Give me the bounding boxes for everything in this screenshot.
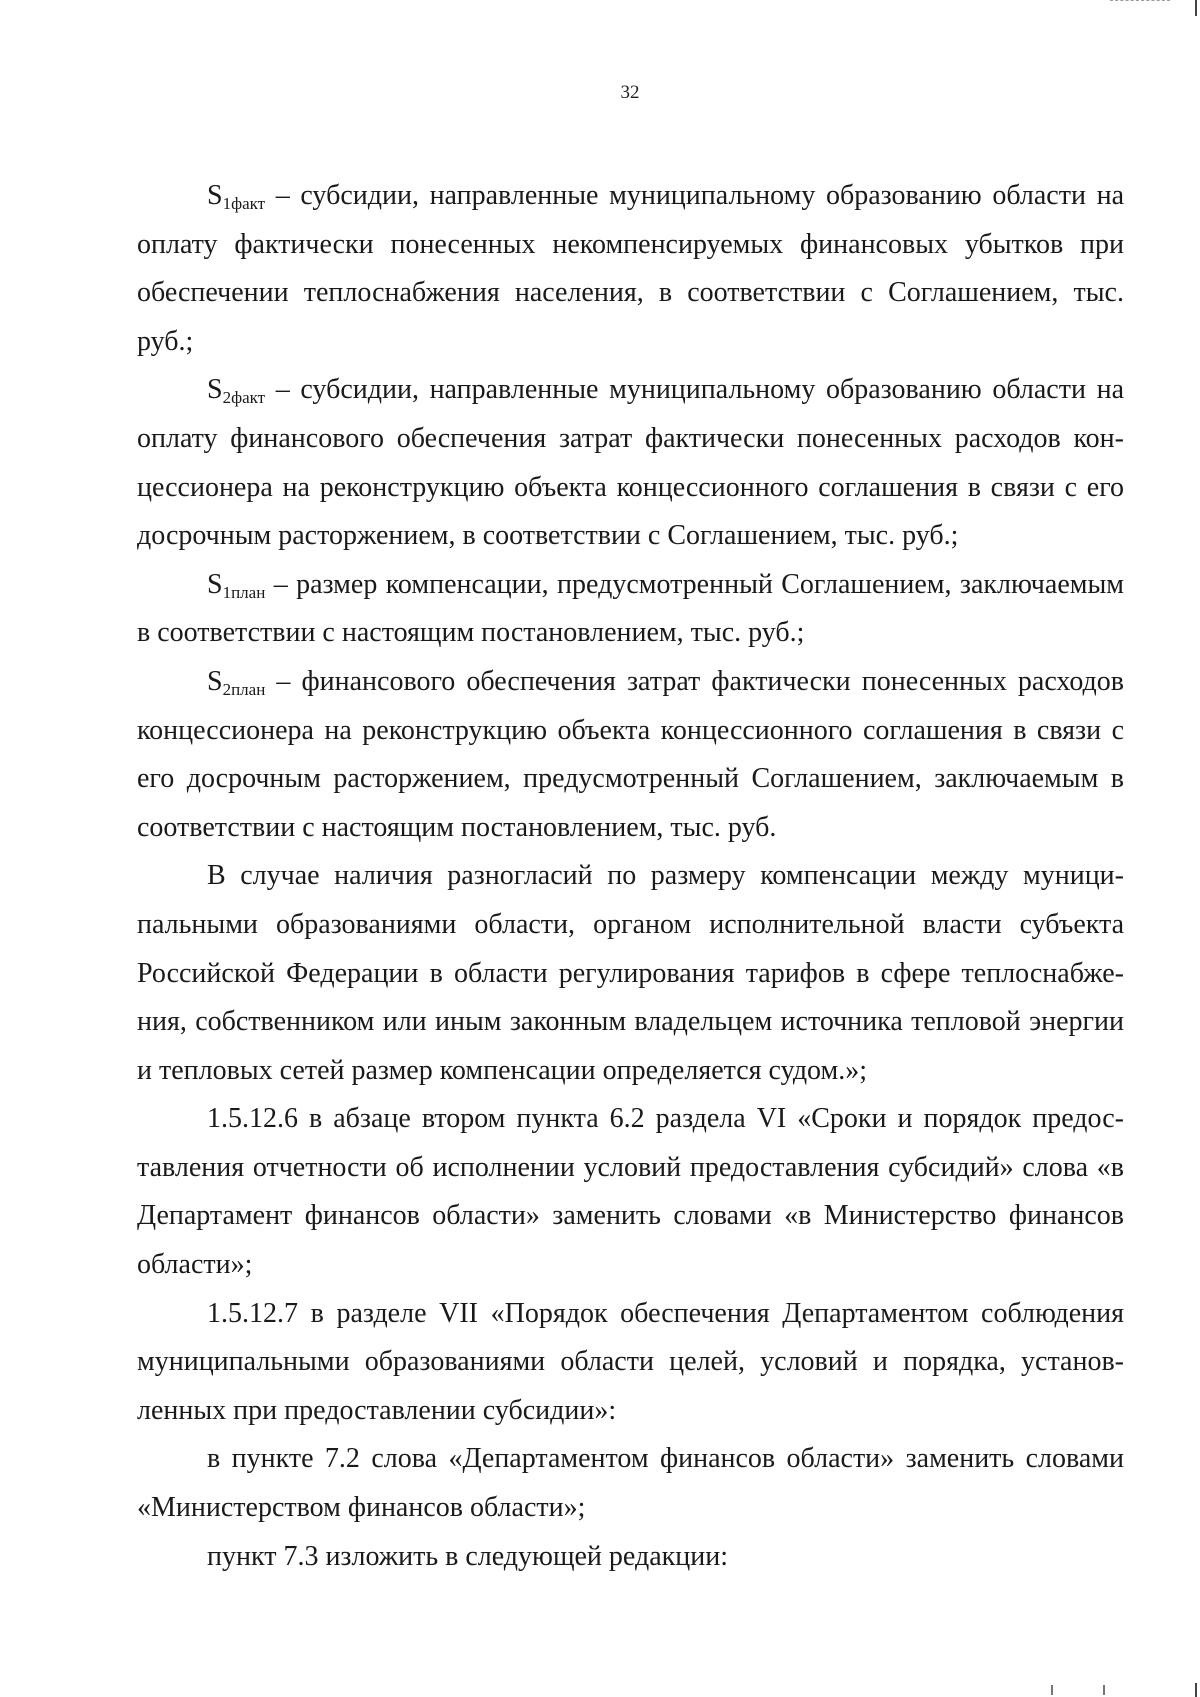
paragraph-s1-fact: [137, 172, 1124, 366]
document-body: [137, 172, 1124, 1581]
paragraph-disagreement: В случае наличия разногласий по размеру компенсации между муниципальными образованиями области, органом исполнительной власти субъекта Российской Федерации в области регулирования тарифов в сфере теплоснабжения, собственником или иным законным владельцем источника тепловой энергии и тепловых сетей размер компенсации определяется судом.»;: [137, 860, 1124, 1086]
paragraph-point-7-2: в пункте 7.2 слова «Департаментом финансов области» заменить словами «Министерством финансов области»;: [137, 1443, 1124, 1524]
formula-subscript: 2план: [222, 679, 266, 699]
paragraph-item-1-5-12-6: 1.5.12.6 в абзаце втором пункта 6.2 раздела VI «Сроки и порядок предоставления отчетности об исполнении условий предоставления субсидий» слова «в Департамент финансов области» заменить словами «в Министерство финансов области»;: [137, 1103, 1124, 1281]
formula-symbol: S: [207, 180, 223, 211]
paragraph-item-1-5-12-7: 1.5.12.7 в разделе VII «Порядок обеспечения Департаментом соблюдения муниципальными образованиями области целей, условий и порядка, установленных при предоставлении субсидии»:: [137, 1297, 1124, 1426]
scan-edge-dots-top: [1110, 0, 1170, 5]
scan-edge-mark-top: [1195, 0, 1197, 16]
formula-subscript: 1план: [222, 582, 266, 602]
scan-edge-mark-bottom: [1195, 1683, 1197, 1697]
paragraph-s2-fact: [137, 366, 1124, 560]
formula-subscript: 1факт: [222, 194, 266, 213]
paragraph-text: – субсидии, направленные муниципальному образованию области на оплату фактически понесенных некомпенсируемых финансовых убытков при обеспечении теплоснабжения населения, в соответствии с Соглашением, тыс. руб.;: [137, 180, 1124, 357]
page-number: 32: [620, 82, 640, 103]
formula-symbol: S: [207, 568, 223, 600]
formula-symbol: S: [207, 374, 223, 406]
formula-symbol: S: [207, 665, 223, 697]
paragraph-s2-plan: [137, 658, 1124, 852]
paragraph-point-7-3: пункт 7.3 изложить в следующей редакции:: [207, 1540, 728, 1572]
scan-edge-dots-bottom: [1051, 1685, 1105, 1695]
paragraph-text: – субсидии, направленные муниципальному образованию области на оплату финансового обеспечения затрат фактически понесенных расходов концессионера на реконструкцию объекта концессионного соглашения в связи с его досрочным расторжением, в соответствии с Соглашением, тыс. руб.;: [137, 374, 1124, 552]
paragraph-text: – размер компенсации, предусмотренный Соглашением, заключаемым в соответствии с настоящим постановлением, тыс. руб.;: [137, 568, 1124, 649]
paragraph-s1-plan: [137, 561, 1124, 658]
paragraph-text: – финансового обеспечения затрат фактически понесенных расходов концессионера на реконструкцию объекта концессионного соглашения в связи с его досрочным расторжением, предусмотренный Соглашением, заключаемым в соответствии с настоящим постановлением, тыс. руб.: [137, 665, 1124, 843]
formula-subscript: 2факт: [222, 388, 266, 408]
